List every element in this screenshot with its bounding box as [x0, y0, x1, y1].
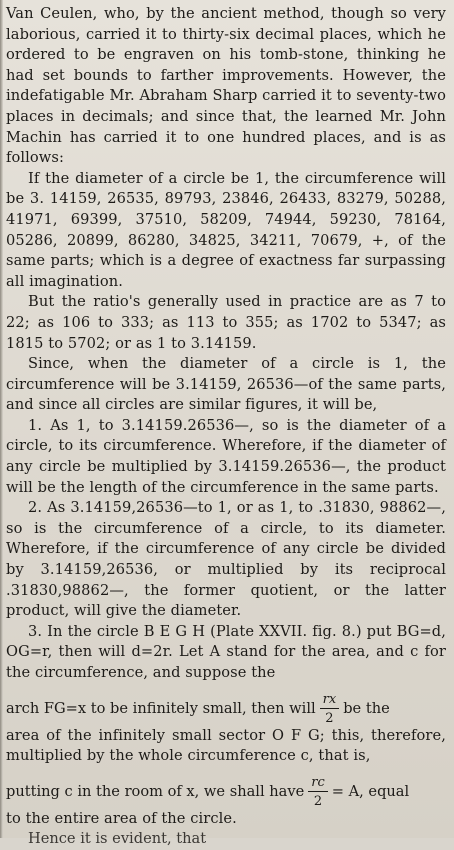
paragraph-rule-three: 3. In the circle B E G H (Plate XXVII. fig. 8.) put BG=d, OG=r, then will d=2r. Let A stand for the area, and c for the circumference, and suppose the: [6, 622, 446, 681]
formula-text-after: be the: [343, 699, 390, 717]
spacer: [6, 684, 446, 692]
partial-next-line: Hence it is evident, that: [28, 830, 207, 848]
formula-line-area: [6, 775, 446, 809]
paragraph-rule-two: 2. As 3.14159,26536—to 1, or as 1, to .31830, 98862—, so is the circumference of a circle, to its diameter. Wherefore, if the circumference of any circle be divided by 3.14159,26536, or multiplied by its reciprocal .31830,98862—, the former quotient, or the latter product, will give the diameter.: [6, 499, 446, 620]
fraction-denominator: 2: [313, 793, 323, 809]
paragraph-practical-ratios: But the ratio's generally used in practice are as 7 to 22; as 106 to 333; as 113 to 355; as 1702 to 5347; as 1815 to 5702; or as 1 to 3.14159.: [6, 293, 446, 352]
formula-text-before: arch FG=x to be infinitely small, then will: [6, 699, 316, 717]
fraction-numerator: rx: [320, 692, 340, 709]
spacer: [6, 767, 446, 775]
formula-text-after: = A, equal: [331, 782, 410, 800]
paragraph-van-ceulen: Van Ceulen, who, by the ancient method, though so very laborious, carried it to thirty-six decimal places, which he ordered to be engraven on his tomb-stone, thinking he had set bounds to farther improvements. However, the indefatigable Mr. Abraham Sharp carried it to seventy-two places in decimals; and since that, the learned Mr. John Machin has carried it to one hundred places, and is as follows:: [6, 5, 446, 167]
formula-text-before: putting c in the room of x, we shall have: [6, 782, 305, 800]
fraction-rx-over-2: [320, 692, 340, 726]
paragraph-sector-area: area of the infinitely small sector O F G; this, therefore, multiplied by the whole circumference c, that is,: [6, 726, 446, 765]
fraction-numerator: rc: [308, 775, 328, 792]
paragraph-rule-one: 1. As 1, to 3.14159.26536—, so is the diameter of a circle, to its circumference. Wherefore, if the diameter of any circle be multiplied by 3.14159.26536—, the product will be the length of the circumference in the same parts.: [6, 416, 446, 496]
paragraph-entire-area: to the entire area of the circle.: [6, 809, 237, 827]
fraction-denominator: 2: [325, 710, 334, 726]
formula-line-arch: [6, 692, 446, 726]
paragraph-diameter-one: If the diameter of a circle be 1, the circumference will be 3. 14159, 26535, 89793, 23846, 26433, 83279, 50288, 41971, 69399, 37510, 58209, 74944, 59230, 78164, 05286, 20899, 86280, 34825, 34211, 70679, +, of the same parts; which is a degree of exactness far surpassing all imagination.: [6, 169, 446, 290]
fraction-rc-over-2: [308, 775, 328, 809]
paragraph-since-diameter: Since, when the diameter of a circle is 1, the circumference will be 3.14159, 26536—of the same parts, and since all circles are similar figures, it will be,: [6, 355, 446, 414]
page-fold-shadow: [0, 0, 3, 838]
